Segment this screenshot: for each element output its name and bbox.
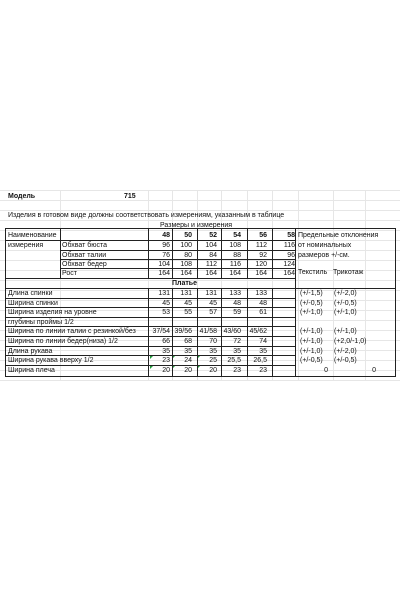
measure-value-cell: 131 xyxy=(158,290,170,297)
tolerance-knit: 0 xyxy=(372,367,376,374)
measure-name: Ширина плеча xyxy=(8,367,55,374)
measure-value-cell: 20 xyxy=(184,367,192,374)
measure-value-cell: 25,5 xyxy=(227,357,241,364)
measure-value-cell: 133 xyxy=(229,290,241,297)
measure-value-cell: 74 xyxy=(259,338,267,345)
tolerance-textile: (+/-1,0) xyxy=(300,338,323,345)
measure-value-cell: 37/54 xyxy=(152,328,170,335)
measure-value-cell: 35 xyxy=(259,348,267,355)
tolerance-knit: (+/-2,0) xyxy=(334,290,357,297)
measure-value-cell: 24 xyxy=(184,357,192,364)
body-value-cell: 164 xyxy=(205,270,217,277)
measure-name: глубины проймы 1/2 xyxy=(8,319,74,326)
size-48: 48 xyxy=(162,232,170,239)
measure-value-cell: 35 xyxy=(209,348,217,355)
body-value-cell: 116 xyxy=(229,261,241,268)
body-value-cell: 108 xyxy=(229,242,241,249)
body-value-cell: 112 xyxy=(205,261,217,268)
table-border xyxy=(148,288,149,376)
measure-value-cell: 43/60 xyxy=(223,328,241,335)
fabric-textile-header: Текстиль xyxy=(298,269,328,276)
measure-value-cell: 45 xyxy=(184,300,192,307)
table-border xyxy=(295,228,296,376)
size-50: 50 xyxy=(184,232,192,239)
table-border xyxy=(5,355,295,356)
size-52: 52 xyxy=(209,232,217,239)
tolerance-textile: 0 xyxy=(324,367,328,374)
body-value-cell: 164 xyxy=(255,270,267,277)
measure-name: Ширина спинки xyxy=(8,300,58,307)
body-value-cell: 120 xyxy=(255,261,267,268)
sizes-header: Размеры и измерения xyxy=(160,222,233,229)
table-border xyxy=(5,278,295,279)
body-value-cell: 164 xyxy=(229,270,241,277)
measure-value-cell: 133 xyxy=(255,290,267,297)
body-name-3: Обхват бедер xyxy=(62,261,107,268)
measure-value-cell: 48 xyxy=(259,300,267,307)
note-text: Изделия в готовом виде должны соответствовать измерениям, указанным в таблице xyxy=(8,212,285,219)
measure-value-cell: 59 xyxy=(233,309,241,316)
measure-value-cell: 25 xyxy=(209,357,217,364)
measure-value-cell: 57 xyxy=(209,309,217,316)
table-border xyxy=(5,288,395,289)
table-border xyxy=(5,228,396,229)
measure-value-cell: 23 xyxy=(162,357,170,364)
gridline xyxy=(298,190,299,380)
table-border xyxy=(148,228,149,278)
table-border xyxy=(5,326,295,327)
body-value-cell: 88 xyxy=(233,252,241,259)
table-border xyxy=(221,228,222,278)
measure-value-cell: 53 xyxy=(162,309,170,316)
measure-value-cell: 45 xyxy=(209,300,217,307)
body-value-cell: 112 xyxy=(255,242,267,249)
table-border xyxy=(247,288,248,376)
measure-value-cell: 55 xyxy=(184,309,192,316)
model-label: Модель xyxy=(8,193,36,200)
dress-title: Платье xyxy=(172,280,197,287)
measure-value-cell: 35 xyxy=(162,348,170,355)
body-value-cell: 124 xyxy=(283,261,295,268)
measure-value-cell: 20 xyxy=(162,367,170,374)
size-58: 58 xyxy=(287,232,295,239)
measure-value-cell: 39/56 xyxy=(174,328,192,335)
size-54: 54 xyxy=(233,232,241,239)
table-border xyxy=(5,346,295,347)
table-border xyxy=(5,228,6,376)
name-header-2: измерения xyxy=(8,242,44,249)
tolerance-header-2: от номинальных xyxy=(298,242,352,249)
tolerance-textile: (+/-1,0) xyxy=(300,328,323,335)
body-value-cell: 84 xyxy=(209,252,217,259)
measure-value-cell: 20 xyxy=(209,367,217,374)
body-value-cell: 108 xyxy=(180,261,192,268)
tolerance-header-3: размеров +/-см. xyxy=(298,252,350,259)
gridline xyxy=(365,190,366,380)
measure-value-cell: 26,5 xyxy=(253,357,267,364)
tolerance-textile: (+/-0,5) xyxy=(300,300,323,307)
measure-value-cell: 23 xyxy=(259,367,267,374)
table-border xyxy=(395,228,396,376)
tolerance-knit: (+/-1,0) xyxy=(334,328,357,335)
body-value-cell: 92 xyxy=(259,252,267,259)
body-value-cell: 100 xyxy=(180,242,192,249)
measure-value-cell: 45/62 xyxy=(249,328,267,335)
tolerance-knit: (+/-2,0) xyxy=(334,348,357,355)
table-border xyxy=(5,365,295,366)
size-56: 56 xyxy=(259,232,267,239)
body-value-cell: 104 xyxy=(158,261,170,268)
fabric-knit-header: Трикотаж xyxy=(333,269,364,276)
body-value-cell: 96 xyxy=(162,242,170,249)
measure-value-cell: 61 xyxy=(259,309,267,316)
body-value-cell: 116 xyxy=(283,242,295,249)
tolerance-knit: (+/-1,0) xyxy=(334,309,357,316)
table-border xyxy=(172,288,173,376)
measure-value-cell: 48 xyxy=(233,300,241,307)
body-value-cell: 164 xyxy=(283,270,295,277)
table-border xyxy=(5,336,295,337)
table-border xyxy=(60,250,295,251)
measure-name: Ширина изделия на уровне xyxy=(8,309,97,316)
measure-value-cell: 35 xyxy=(184,348,192,355)
table-border xyxy=(172,228,173,278)
table-border xyxy=(5,240,295,241)
measure-name: Ширина по линии бедер(низа) 1/2 xyxy=(8,338,118,345)
table-border xyxy=(5,376,396,377)
body-name-1: Обхват бюста xyxy=(62,242,108,249)
body-name-4: Рост xyxy=(62,270,77,277)
measure-name: Длина рукава xyxy=(8,348,53,355)
table-border xyxy=(197,228,198,278)
table-border xyxy=(60,228,61,278)
measure-value-cell: 131 xyxy=(205,290,217,297)
table-border xyxy=(60,259,295,260)
table-border xyxy=(272,288,273,376)
body-value-cell: 76 xyxy=(162,252,170,259)
table-border xyxy=(60,268,295,269)
body-name-2: Обхват талии xyxy=(62,252,107,259)
measure-value-cell: 23 xyxy=(233,367,241,374)
tolerance-textile: (+/-0,5) xyxy=(300,357,323,364)
body-value-cell: 164 xyxy=(158,270,170,277)
table-border xyxy=(5,307,295,308)
table-border xyxy=(5,298,295,299)
table-border xyxy=(272,228,273,278)
table-border xyxy=(247,228,248,278)
name-header-1: Наименование xyxy=(8,232,57,239)
measure-value-cell: 41/58 xyxy=(199,328,217,335)
tolerance-knit: (+/-0,5) xyxy=(334,300,357,307)
body-value-cell: 80 xyxy=(184,252,192,259)
tolerance-knit: (+2,0/-1,0) xyxy=(334,338,367,345)
tolerance-textile: (+/-1,0) xyxy=(300,348,323,355)
measure-value-cell: 66 xyxy=(162,338,170,345)
table-border xyxy=(5,317,295,318)
table-border xyxy=(221,288,222,376)
measure-value-cell: 72 xyxy=(233,338,241,345)
tolerance-knit: (+/-0,5) xyxy=(334,357,357,364)
measure-value-cell: 68 xyxy=(184,338,192,345)
measure-name: Ширина рукава вверху 1/2 xyxy=(8,357,94,364)
model-value: 715 xyxy=(124,193,136,200)
measure-name: Длина спинки xyxy=(8,290,53,297)
body-value-cell: 164 xyxy=(180,270,192,277)
gridline xyxy=(0,380,400,381)
tolerance-textile: (+/-1,0) xyxy=(300,309,323,316)
measure-value-cell: 131 xyxy=(180,290,192,297)
body-value-cell: 96 xyxy=(287,252,295,259)
table-border xyxy=(197,288,198,376)
tolerance-textile: (+/-1,5) xyxy=(300,290,323,297)
measure-value-cell: 45 xyxy=(162,300,170,307)
tolerance-header-1: Предельные отклонения xyxy=(298,232,379,239)
measure-value-cell: 35 xyxy=(233,348,241,355)
body-value-cell: 104 xyxy=(205,242,217,249)
measure-name: Ширина по линии талии с резинкой/без xyxy=(8,328,136,335)
measure-value-cell: 70 xyxy=(209,338,217,345)
